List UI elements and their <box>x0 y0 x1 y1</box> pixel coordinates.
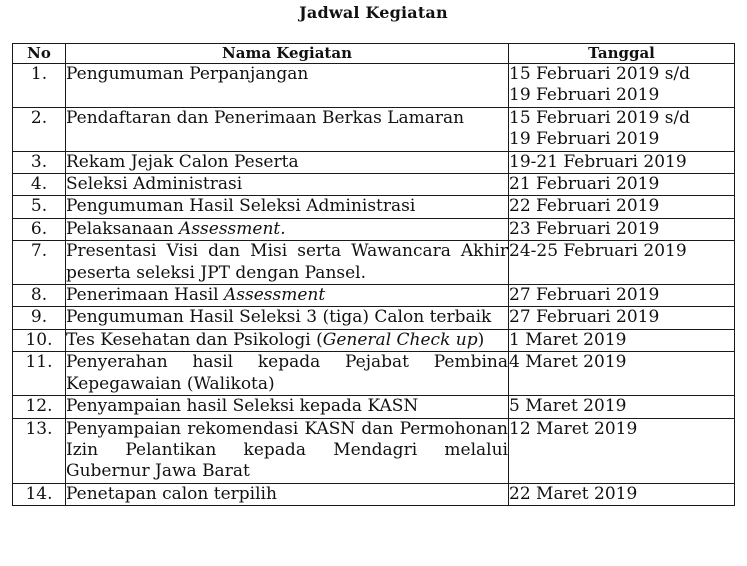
activity-date-line: 19 Februari 2019 <box>509 85 660 106</box>
activity-name <box>66 107 509 151</box>
row-number: 13. <box>13 418 66 483</box>
row-number: 2. <box>13 107 66 151</box>
row-number: 14. <box>13 483 66 505</box>
row-number: 10. <box>13 329 66 351</box>
activity-date-line: 15 Februari 2019 s/d <box>509 64 691 84</box>
activity-name-text: Penerimaan Hasil <box>66 285 225 306</box>
activity-date <box>509 307 735 329</box>
activity-date-line: 1 Maret 2019 <box>509 329 627 350</box>
table-row <box>13 241 735 285</box>
activity-name-text: Rekam Jejak Calon Peserta <box>66 151 299 172</box>
activity-name <box>66 352 509 396</box>
table-row <box>13 329 735 351</box>
activity-name <box>66 64 509 108</box>
activity-date <box>509 241 735 285</box>
activity-name-text: Tes Kesehatan dan Psikologi ( <box>66 329 323 350</box>
activity-name-text: Pengumuman Hasil Seleksi Administrasi <box>66 196 416 217</box>
activity-name <box>66 241 509 285</box>
column-header-date: Tanggal <box>509 44 735 64</box>
activity-name-text: General Check up <box>322 329 478 350</box>
activity-date <box>509 218 735 240</box>
activity-name-text: Seleksi Administrasi <box>66 174 243 195</box>
activity-date-line: 5 Maret 2019 <box>509 396 627 417</box>
schedule-table <box>12 43 735 506</box>
activity-name-text: Assessment <box>224 285 326 306</box>
activity-name-text: Penyampaian rekomendasi KASN dan Permohonan Izin Pelantikan kepada Mendagri melalui Gubernur Jawa Barat <box>66 418 508 482</box>
table-row <box>13 307 735 329</box>
table-header-row <box>13 44 735 64</box>
activity-name-text: Pelaksanaan <box>66 218 180 239</box>
activity-date <box>509 174 735 196</box>
activity-name-text: Pendaftaran dan Penerimaan Berkas Lamaran <box>66 107 465 128</box>
activity-date <box>509 418 735 483</box>
table-row <box>13 174 735 196</box>
activity-name <box>66 396 509 418</box>
column-header-no: No <box>13 44 66 64</box>
row-number: 1. <box>13 64 66 108</box>
activity-date-line: 27 Februari 2019 <box>509 307 660 328</box>
activity-name <box>66 329 509 351</box>
row-number: 9. <box>13 307 66 329</box>
table-row <box>13 107 735 151</box>
activity-name-text: Assessment. <box>179 218 286 239</box>
row-number: 11. <box>13 352 66 396</box>
activity-date-line: 15 Februari 2019 s/d <box>509 107 691 128</box>
table-row <box>13 196 735 218</box>
activity-date-line: 22 Maret 2019 <box>509 483 638 504</box>
table-row <box>13 64 735 108</box>
row-number: 6. <box>13 218 66 240</box>
row-number: 4. <box>13 174 66 196</box>
page-title: Jadwal Kegiatan <box>299 3 448 22</box>
table-row <box>13 352 735 396</box>
activity-name-text: ) <box>477 329 485 350</box>
activity-date <box>509 196 735 218</box>
activity-date <box>509 329 735 351</box>
activity-date <box>509 285 735 307</box>
activity-date-line: 19-21 Februari 2019 <box>509 151 687 172</box>
row-number: 5. <box>13 196 66 218</box>
activity-date <box>509 64 735 108</box>
activity-date-line: 24-25 Februari 2019 <box>509 241 687 262</box>
activity-date-line: 19 Februari 2019 <box>509 129 660 150</box>
activity-name-text: Presentasi Visi dan Misi serta Wawancara Akhir peserta seleksi JPT dengan Pansel. <box>66 241 508 283</box>
row-number: 12. <box>13 396 66 418</box>
activity-date <box>509 352 735 396</box>
column-header-name: Nama Kegiatan <box>66 44 509 64</box>
table-row <box>13 396 735 418</box>
table-row <box>13 218 735 240</box>
activity-name-text: Penyerahan hasil kepada Pejabat Pembina Kepegawaian (Walikota) <box>66 352 508 394</box>
activity-date-line: 27 Februari 2019 <box>509 285 660 306</box>
row-number: 3. <box>13 151 66 173</box>
activity-date-line: 23 Februari 2019 <box>509 218 660 239</box>
table-row <box>13 285 735 307</box>
activity-name <box>66 418 509 483</box>
activity-name <box>66 174 509 196</box>
table-row <box>13 418 735 483</box>
activity-date <box>509 107 735 151</box>
table-row <box>13 483 735 505</box>
activity-name-text: Penetapan calon terpilih <box>66 483 277 504</box>
activity-date <box>509 396 735 418</box>
activity-name-text: Pengumuman Perpanjangan <box>66 64 309 84</box>
activity-name-text: Pengumuman Hasil Seleksi 3 (tiga) Calon terbaik <box>66 307 492 328</box>
activity-name-text: Penyampaian hasil Seleksi kepada KASN <box>66 396 419 417</box>
activity-date <box>509 483 735 505</box>
activity-name <box>66 483 509 505</box>
activity-date-line: 12 Maret 2019 <box>509 418 638 439</box>
table-row <box>13 151 735 173</box>
activity-name <box>66 196 509 218</box>
activity-date-line: 22 Februari 2019 <box>509 196 660 217</box>
row-number: 7. <box>13 241 66 285</box>
activity-date-line: 4 Maret 2019 <box>509 352 627 373</box>
row-number: 8. <box>13 285 66 307</box>
activity-name <box>66 285 509 307</box>
activity-date-line: 21 Februari 2019 <box>509 174 660 195</box>
activity-date <box>509 151 735 173</box>
activity-name <box>66 151 509 173</box>
activity-name <box>66 307 509 329</box>
activity-name <box>66 218 509 240</box>
